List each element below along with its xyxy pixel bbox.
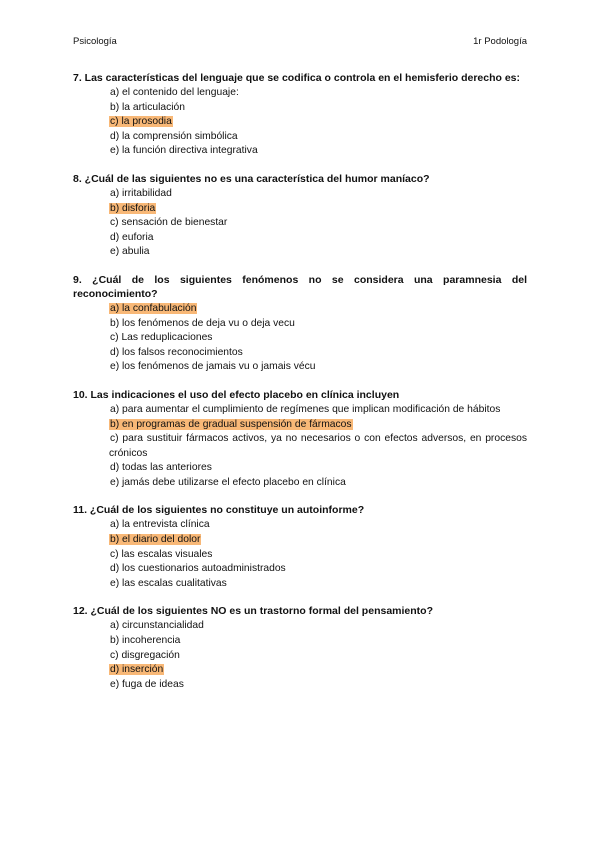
answer-option-correct: c) la prosodia: [110, 116, 172, 128]
answer-option: a) el contenido del lenguaje:: [110, 87, 239, 98]
answer-option: a) la entrevista clínica: [110, 519, 210, 531]
answer-option: b) la articulación: [110, 101, 185, 113]
answer-option: e) jamás debe utilizarse el efecto placebo en clínica: [110, 476, 346, 488]
question-title: 9. ¿Cuál de los siguientes fenómenos no se considera una paramnesia del reconocimiento?: [73, 273, 527, 300]
answer-option: e) los fenómenos de jamais vu o jamais vécu: [110, 361, 316, 373]
answer-option: e) abulia: [110, 246, 150, 258]
answer-option: d) los falsos reconocimientos: [110, 346, 243, 358]
answer-option: b) incoherencia: [110, 635, 181, 647]
answer-option-correct: b) en programas de gradual suspensión de fármacos: [110, 418, 352, 430]
answer-option: c) sensación de bienestar: [110, 217, 228, 229]
page-header: [73, 36, 527, 50]
question-title: 12. ¿Cuál de los siguientes NO es un trastorno formal del pensamiento?: [73, 605, 433, 618]
answer-option: e) las escalas cualitativas: [110, 577, 227, 589]
question-10: [73, 388, 527, 491]
header-course: 1r Podología: [473, 36, 527, 47]
answer-option: d) euforia: [110, 231, 154, 243]
answer-option-correct: a) la confabulación: [110, 302, 197, 314]
answer-list: [73, 619, 527, 692]
question-title: 10. Las indicaciones el uso del efecto placebo en clínica incluyen: [73, 388, 400, 401]
answer-option: c) las escalas visuales: [110, 548, 213, 560]
answer-option: a) irritabilidad: [110, 187, 172, 199]
question-9: [73, 273, 527, 375]
answer-option: d) los cuestionarios autoadministrados: [110, 563, 286, 575]
question-7: [73, 71, 527, 159]
question-12: [73, 604, 527, 692]
question-title: 11. ¿Cuál de los siguientes no constituye un autoinforme?: [73, 504, 365, 517]
answer-option: a) circunstancialidad: [110, 620, 204, 632]
answer-option: a) para aumentar el cumplimiento de regímenes que implican modificación de hábitos: [110, 403, 501, 415]
question-title: 7. Las características del lenguaje que se codifica o controla en el hemisferio derecho es:: [73, 72, 521, 84]
answer-option: c) Las reduplicaciones: [110, 332, 213, 344]
answer-list: [73, 403, 527, 491]
question-8: [73, 172, 527, 260]
header-subject: Psicología: [73, 36, 117, 47]
answer-list: [73, 187, 527, 260]
answer-list: [73, 302, 527, 375]
answer-option: d) la comprensión simbólica: [110, 130, 238, 142]
question-11: [73, 503, 527, 591]
answer-option: c) para sustituir fármacos activos, ya no necesarios o con efectos adversos, en procesos crónicos: [109, 433, 527, 459]
answer-option-correct: b) disforia: [110, 202, 156, 214]
answer-option: e) la función directiva integrativa: [110, 145, 258, 157]
answer-option: d) todas las anteriores: [110, 462, 212, 474]
answer-option-correct: d) inserción: [110, 664, 164, 676]
answer-list: [73, 86, 527, 159]
answer-option: b) los fenómenos de deja vu o deja vecu: [110, 317, 295, 329]
question-list: [73, 71, 527, 705]
answer-option-correct: b) el diario del dolor: [110, 534, 201, 546]
question-title: 8. ¿Cuál de las siguientes no es una característica del humor maníaco?: [73, 172, 430, 185]
answer-list: [73, 518, 527, 591]
answer-option: e) fuga de ideas: [110, 678, 184, 690]
answer-option: c) disgregación: [110, 649, 180, 661]
